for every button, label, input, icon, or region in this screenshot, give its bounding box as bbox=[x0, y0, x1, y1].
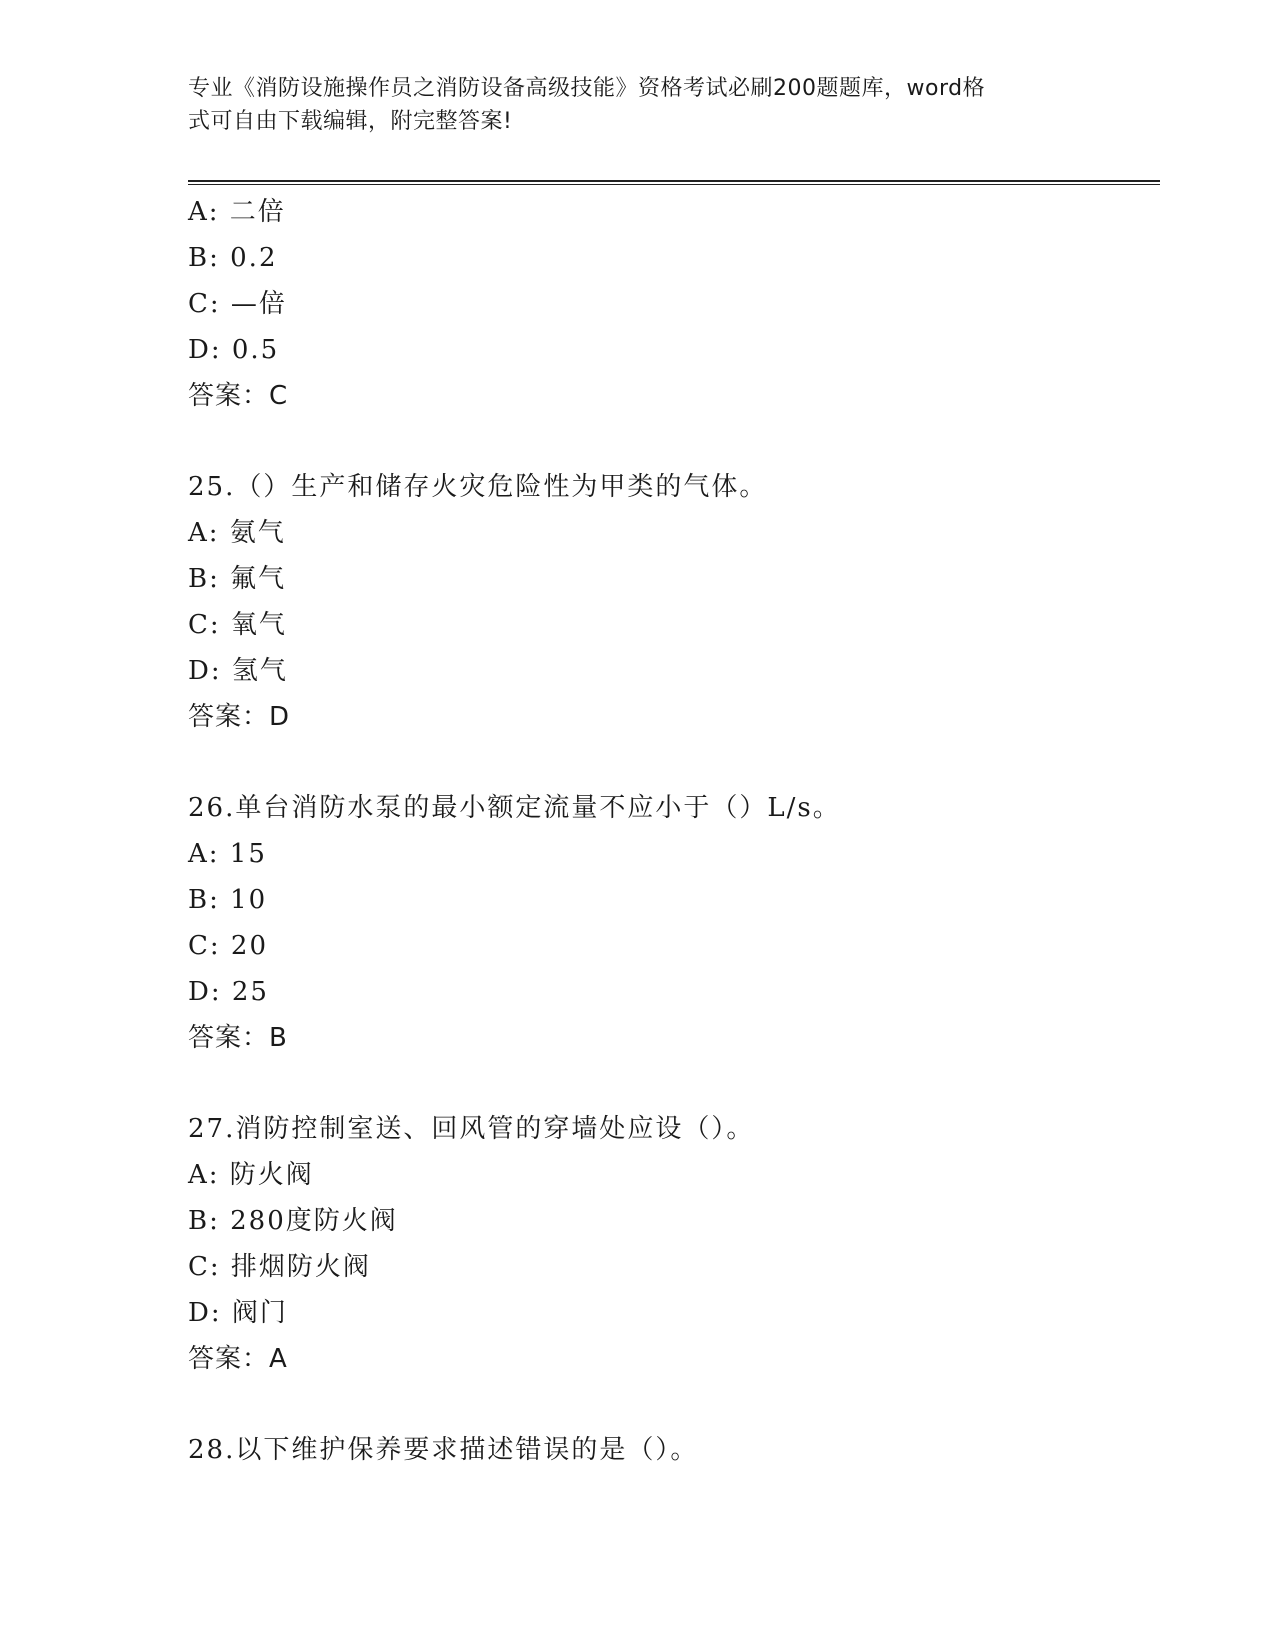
question-stem: 28.以下维护保养要求描述错误的是（）。 bbox=[188, 1435, 699, 1465]
document-header bbox=[188, 72, 1068, 138]
question-25 bbox=[188, 464, 1148, 740]
option-b: B: 氟气 bbox=[188, 564, 287, 594]
option-b: B: 0.2 bbox=[188, 243, 278, 273]
question-stem: 27.消防控制室送、回风管的穿墙处应设（）。 bbox=[188, 1114, 755, 1144]
option-c: C: —倍 bbox=[188, 289, 287, 319]
answer: 答案：C bbox=[188, 381, 289, 411]
question-27 bbox=[188, 1106, 1148, 1382]
option-a: A: 防火阀 bbox=[188, 1160, 314, 1190]
option-a: A: 氨气 bbox=[188, 518, 286, 548]
header-line-1: 专业《消防设施操作员之消防设备高级技能》资格考试必刷200题题库，word格 bbox=[188, 76, 986, 101]
option-d: D: 阀门 bbox=[188, 1298, 288, 1328]
option-c: C: 20 bbox=[188, 931, 269, 961]
option-b: B: 280度防火阀 bbox=[188, 1206, 398, 1236]
option-d: D: 0.5 bbox=[188, 335, 280, 365]
header-line-2: 式可自由下载编辑，附完整答案! bbox=[188, 109, 513, 134]
option-c: C: 氧气 bbox=[188, 610, 287, 640]
question-26 bbox=[188, 785, 1148, 1061]
option-b: B: 10 bbox=[188, 885, 268, 915]
header-divider-thick bbox=[188, 180, 1160, 182]
answer: 答案：B bbox=[188, 1023, 288, 1053]
header-divider-thin bbox=[188, 184, 1160, 185]
option-a: A: 二倍 bbox=[188, 197, 286, 227]
question-stem: 25.（）生产和储存火灾危险性为甲类的气体。 bbox=[188, 472, 768, 502]
answer: 答案：D bbox=[188, 702, 291, 732]
question-list bbox=[188, 189, 1148, 1473]
question-28 bbox=[188, 1427, 1148, 1473]
option-d: D: 氢气 bbox=[188, 656, 288, 686]
question-stem: 26.单台消防水泵的最小额定流量不应小于（）L/s。 bbox=[188, 793, 841, 823]
option-c: C: 排烟防火阀 bbox=[188, 1252, 371, 1282]
option-d: D: 25 bbox=[188, 977, 269, 1007]
option-a: A: 15 bbox=[188, 839, 267, 869]
answer: 答案：A bbox=[188, 1344, 288, 1374]
question-24-continued bbox=[188, 189, 1148, 419]
